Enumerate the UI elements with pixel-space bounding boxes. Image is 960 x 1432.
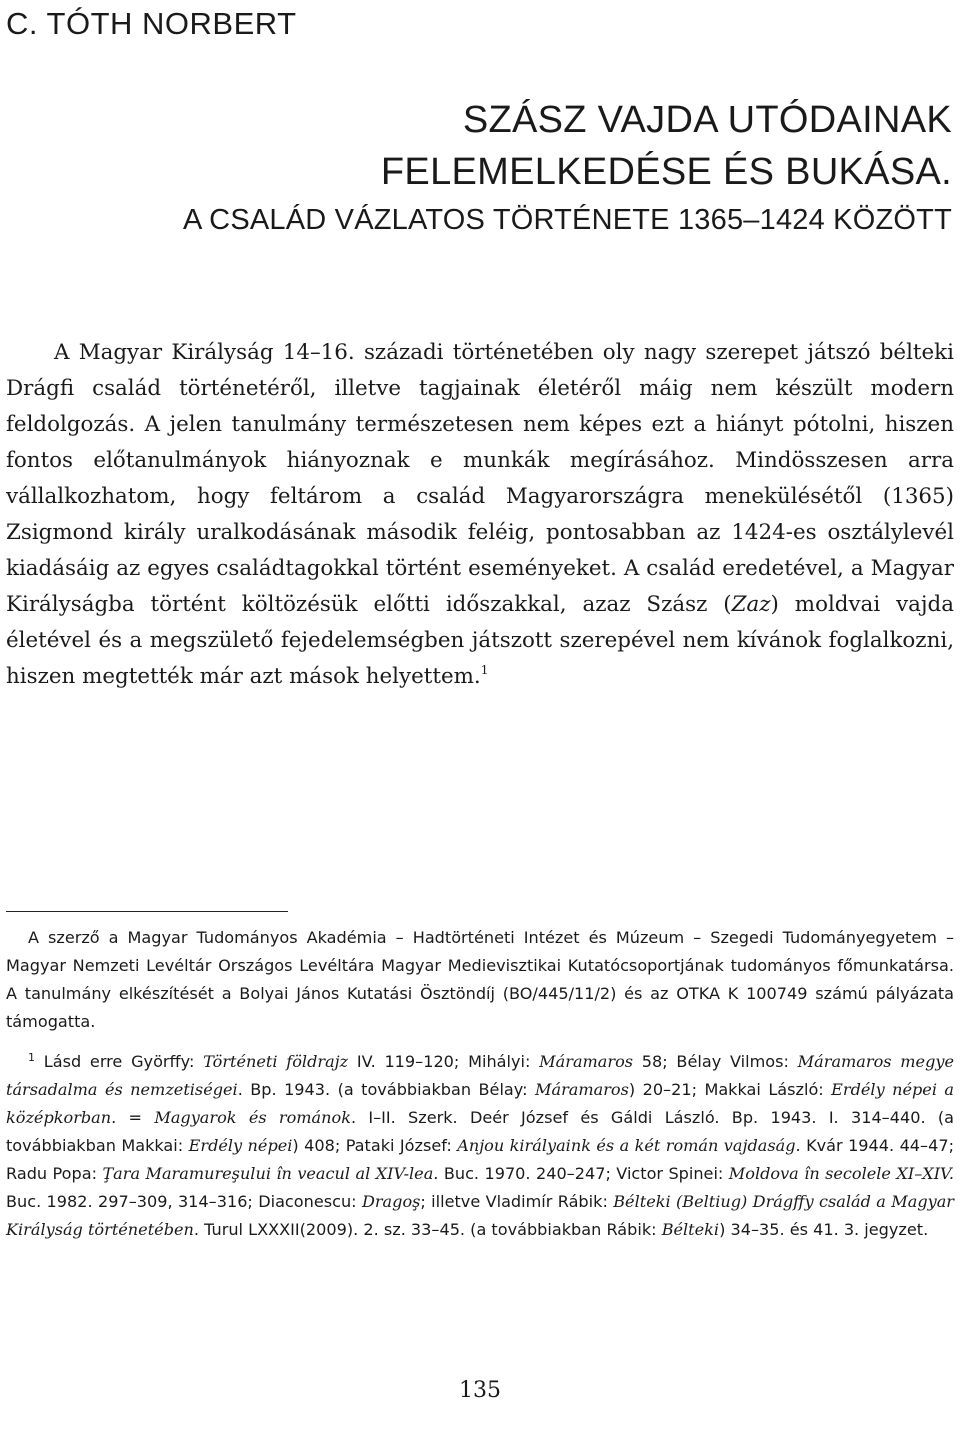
body-paragraph	[6, 335, 954, 695]
fn1-text: ) 34–35. és 41. 3. jegyzet.	[719, 1220, 929, 1239]
fn1-italic: Bélteki	[661, 1220, 720, 1239]
fn1-italic: Bélteki (Beltiug) Drágffy család a Magyar Királyság történetében	[6, 1192, 954, 1239]
body-text-part-2: ) moldvai vajda életével és a megszülető fejedelemségben játszott szerepével nem kívánok foglalkozni, hiszen megtették már azt mások helyettem.	[6, 592, 954, 689]
page-number: 135	[459, 1378, 501, 1403]
fn1-italic: Erdély népei a középkorban	[6, 1080, 954, 1127]
fn1-text: Buc. 1970. 240–247; Victor Spinei:	[438, 1164, 729, 1183]
fn1-italic: Máramaros	[539, 1052, 634, 1071]
fn1-text: ) 20–21; Makkai László:	[628, 1080, 832, 1099]
fn1-text: IV. 119–120; Mihályi:	[348, 1052, 540, 1071]
article-subtitle: A CSALÁD VÁZLATOS TÖRTÉNETE 1365–1424 KÖZÖTT	[182, 204, 952, 236]
fn1-text: . I–II. Szerk. Deér József és Gáldi László. Bp. 1943. I. 314–440. (a továbbiakban Makkai:	[6, 1108, 954, 1155]
fn1-italic: Moldova în secolele XI–XIV.	[728, 1164, 954, 1183]
footnote-1-number: 1	[28, 1051, 35, 1064]
body-text-italic-zaz: Zaz	[731, 592, 771, 617]
fn1-text: Buc. 1982. 297–309, 314–316; Diaconescu:	[6, 1192, 362, 1211]
fn1-italic: Erdély népei	[188, 1136, 293, 1155]
fn1-italic: Máramaros	[535, 1080, 629, 1099]
fn1-italic: Magyarok és románok	[154, 1108, 351, 1127]
fn1-italic: Anjou királyaink és a két román vajdaság	[457, 1136, 796, 1155]
footnote-separator	[6, 911, 288, 912]
fn1-text: 58; Bélay Vilmos:	[633, 1052, 798, 1071]
fn1-italic: Történeti földrajz	[203, 1052, 349, 1071]
article-title-line-2: FELEMELKEDÉSE ÉS BUKÁSA.	[380, 151, 952, 193]
fn1-text: . Turul LXXXII(2009). 2. sz. 33–45. (a továbbiakban Rábik:	[193, 1220, 662, 1239]
article-title	[381, 94, 952, 198]
footnote-1	[6, 1048, 954, 1244]
fn1-italic: Ţara Maramureşului în veacul al XIV-lea.	[102, 1164, 439, 1183]
fn1-text: ; illetve Vladimír Rábik:	[420, 1192, 614, 1211]
body-text-part-1: A Magyar Királyság 14–16. századi történetében oly nagy szerepet játszó bélteki Drágfi család történetéről, illetve tagjainak életéről máig nem készült modern feldolgozás. A jelen tanulmány természetesen nem képes ezt a hiányt pótolni, hiszen fontos előtanulmányok hiányoznak e munkák megírásához. Mindösszesen arra vállalkozhatom, hogy feltárom a család Magyarországra menekülésétől (1365) Zsigmond király uralkodásának második feléig, pontosabban az 1424-es osztálylevél kiadásáig az egyes családtagokkal történt eseményeket. A család eredetével, a Magyar Királyságba történt költözésük előtti időszakkal, azaz Szász (	[6, 340, 954, 617]
fn1-text: . Bp. 1943. (a továbbiakban Bélay:	[237, 1080, 535, 1099]
article-title-line-1: SZÁSZ VAJDA UTÓDAINAK	[462, 99, 952, 141]
fn1-text: Lásd erre Györffy:	[35, 1052, 204, 1071]
footnotes	[6, 924, 954, 1244]
fn1-italic: Dragoş	[361, 1192, 421, 1211]
footnote-reference: 1	[480, 663, 489, 677]
fn1-italic: Máramaros megye társadalma és nemzetiségei	[6, 1052, 954, 1099]
fn1-text: . =	[111, 1108, 155, 1127]
fn1-text: ) 408; Pataki József:	[292, 1136, 458, 1155]
footnote-author-note: A szerző a Magyar Tudományos Akadémia – Hadtörténeti Intézet és Múzeum – Szegedi Tudományegyetem – Magyar Nemzeti Levéltár Országos Levéltára Magyar Medievisztikai Kutatócsoportjának tudományos főmunkatársa. A tanulmány elkészítését a Bolyai János Kutatási Ösztöndíj (BO/445/11/2) és az OTKA K 100749 számú pályázata támogatta.	[6, 928, 954, 1031]
fn1-text: . Kvár 1944. 44–47; Radu Popa:	[6, 1136, 954, 1183]
running-head-author: C. TÓTH NORBERT	[6, 6, 297, 41]
